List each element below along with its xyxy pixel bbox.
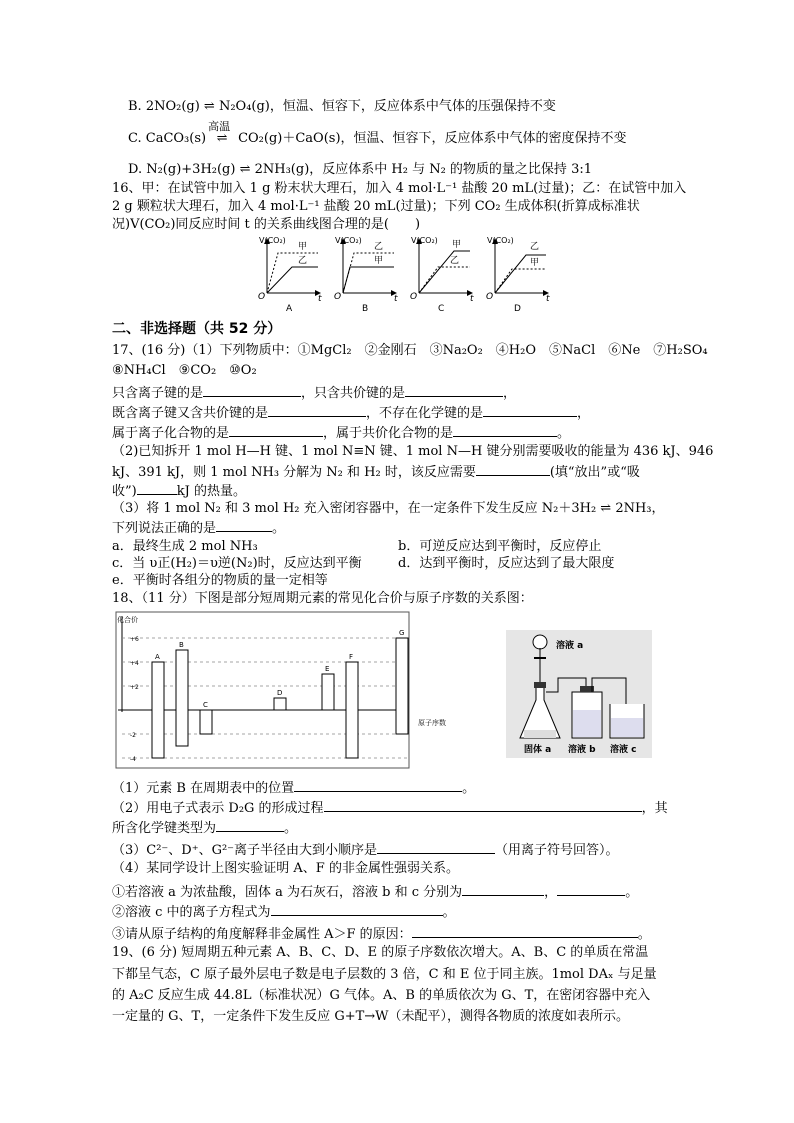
graph-caption: A bbox=[286, 304, 293, 314]
graph-caption: B bbox=[362, 304, 369, 314]
element-label-B: B bbox=[179, 641, 184, 649]
graph-ylabel: V(CO₂) bbox=[411, 236, 438, 245]
valence-chart bbox=[116, 612, 446, 770]
graph-origin: O bbox=[334, 292, 342, 302]
q17-row3 bbox=[112, 423, 570, 443]
element-bar-E bbox=[322, 674, 334, 710]
punct: 。 bbox=[272, 521, 286, 536]
punct: ， bbox=[577, 406, 591, 421]
element-bar-A bbox=[152, 662, 164, 758]
punct: ， bbox=[544, 885, 558, 900]
y-tick-label: +4 bbox=[130, 660, 139, 667]
graph-xlabel: t bbox=[470, 294, 474, 304]
q17-option-e: e．平衡时各组分的物质的量一定相等 bbox=[112, 573, 328, 588]
element-bar-B bbox=[176, 650, 188, 746]
graph-origin: O bbox=[258, 292, 266, 302]
chart-ylabel: 化合价 bbox=[117, 616, 138, 624]
punct: ，其 bbox=[641, 801, 668, 816]
punct: 。 bbox=[284, 821, 298, 836]
flask-label: 固体 a bbox=[524, 745, 552, 755]
element-label-E: E bbox=[325, 665, 330, 673]
q17-option-c: c．当 υ正(H₂)＝υ逆(N₂)时，反应达到平衡 bbox=[112, 556, 362, 571]
q17-option-b: b．可逆反应达到平衡时，反应停止 bbox=[398, 539, 602, 554]
answer-blank[interactable] bbox=[216, 818, 284, 832]
element-bar-C bbox=[200, 710, 212, 734]
q18-p4-1 bbox=[112, 882, 638, 902]
q15-option-c bbox=[128, 120, 627, 148]
answer-blank[interactable] bbox=[412, 924, 638, 938]
prompt: ，属于共价化合物的是 bbox=[323, 426, 454, 441]
q18-p1 bbox=[112, 778, 475, 798]
y-tick-label: +2 bbox=[130, 684, 139, 691]
prompt: ③请从原子结构的角度解释非金属性 A＞F 的原因： bbox=[112, 927, 412, 942]
curve-bottom-label: 甲 bbox=[530, 258, 540, 268]
curve-bottom-label: 乙 bbox=[298, 256, 308, 266]
graph-caption: C bbox=[438, 304, 445, 314]
prompt: ，不存在化学键的是 bbox=[366, 406, 484, 421]
answer-blank[interactable] bbox=[294, 778, 462, 792]
element-bar-D bbox=[274, 698, 286, 710]
q19-line1: 19、(6 分) 短周期五种元素 A、B、C、D、E 的原子序数依次增大。A、B、C 的单质在常温 bbox=[112, 945, 649, 960]
answer-blank[interactable] bbox=[268, 403, 366, 417]
prompt: 属于离子化合物的是 bbox=[112, 426, 230, 441]
answer-blank[interactable] bbox=[405, 383, 503, 397]
graph-origin: O bbox=[486, 292, 494, 302]
graph-d bbox=[486, 236, 550, 314]
answer-blank[interactable] bbox=[476, 462, 550, 476]
answer-blank[interactable] bbox=[203, 383, 301, 397]
answer-blank[interactable] bbox=[216, 518, 272, 532]
answer-blank[interactable] bbox=[483, 403, 577, 417]
q17-line1: 17、(16 分)（1）下列物质中：①MgCl₂ ②金刚石 ③Na₂O₂ ④H₂O ⑤NaCl ⑥Ne ⑦H₂SO₄ bbox=[112, 343, 708, 358]
punct: 。 bbox=[625, 885, 639, 900]
curve-top-label: 乙 bbox=[374, 242, 384, 252]
answer-blank[interactable] bbox=[324, 798, 642, 812]
graph-ylabel: V(CO₂) bbox=[259, 236, 286, 245]
q18-p3 bbox=[112, 840, 619, 860]
graph-caption: D bbox=[514, 304, 521, 314]
answer-blank[interactable] bbox=[137, 481, 177, 495]
curve-top-label: 甲 bbox=[298, 242, 308, 252]
q16-line1: 16、甲：在试管中加入 1 g 粉末状大理石，加入 4 mol·L⁻¹ 盐酸 20 mL(过量)；乙：在试管中加入 bbox=[112, 181, 687, 196]
element-bar-G bbox=[396, 638, 408, 734]
element-label-G: G bbox=[399, 629, 405, 637]
graph-xlabel: t bbox=[546, 294, 550, 304]
q15-option-d: D. N₂(g)+3H₂(g) ⇌ 2NH₃(g)，反应体系中 H₂ 与 N₂ 的物质的量之比保持 3:1 bbox=[128, 162, 592, 177]
graph-ylabel: V(CO₂) bbox=[335, 236, 362, 245]
punct: 。 bbox=[557, 426, 571, 441]
prompt: ①若溶液 a 为浓盐酸，固体 a 为石灰石，溶液 b 和 c 分别为 bbox=[112, 885, 463, 900]
graph-xlabel: t bbox=[318, 294, 322, 304]
prompt: （用离子符号回答）。 bbox=[495, 843, 619, 858]
curve-bottom-label: 乙 bbox=[450, 256, 460, 266]
q17-row2 bbox=[112, 403, 590, 423]
answer-blank[interactable] bbox=[557, 882, 625, 896]
q18-p4-2 bbox=[112, 902, 456, 922]
funnel-label: 溶液 a bbox=[556, 641, 584, 651]
q16-graphs bbox=[250, 235, 550, 315]
chart-xlabel: 原子序数 bbox=[418, 719, 446, 727]
q17-p3-line2 bbox=[112, 518, 285, 538]
graph-origin: O bbox=[410, 292, 418, 302]
q16-line2: 2 g 颗粒状大理石，加入 4 mol·L⁻¹ 盐酸 20 mL(过量)；下列 CO₂ 生成体积(折算成标准状 bbox=[112, 199, 640, 214]
q18-p4-3 bbox=[112, 924, 651, 944]
q17-p2-line1: （2)已知拆开 1 mol H—H 键、1 mol N≡N 键、1 mol N—H 键分别需要吸收的能量为 436 kJ、946 bbox=[112, 444, 714, 459]
graph-ylabel: V(CO₂) bbox=[487, 236, 514, 245]
q18-p2 bbox=[112, 798, 668, 818]
q17-p2-line3 bbox=[112, 481, 246, 501]
prompt: 所含化学键类型为 bbox=[112, 821, 217, 836]
curve-top-label: 甲 bbox=[452, 240, 462, 250]
graph-b bbox=[334, 236, 398, 314]
element-label-F: F bbox=[349, 653, 354, 661]
graph-a bbox=[258, 236, 322, 314]
option-c-product: CO₂(g)＋CaO(s)，恒温、恒容下，反应体系中气体的密度保持不变 bbox=[238, 131, 627, 146]
element-label-D: D bbox=[277, 689, 283, 697]
prompt: （3）C²⁻、D⁺、G²⁻离子半径由大到小顺序是 bbox=[112, 843, 378, 858]
curve-top-label: 乙 bbox=[530, 242, 540, 252]
q16-line3: 况)V(CO₂)同反应时间 t 的关系曲线图合理的是( ) bbox=[112, 217, 421, 232]
q17-line2: ⑧NH₄Cl ⑨CO₂ ⑩O₂ bbox=[112, 363, 257, 378]
prompt: ②溶液 c 中的离子方程式为 bbox=[112, 905, 271, 920]
apparatus-diagram bbox=[506, 630, 652, 758]
q18-title: 18、（11 分）下图是部分短周期元素的常见化合价与原子序数的关系图： bbox=[112, 591, 533, 606]
answer-blank[interactable] bbox=[462, 882, 544, 896]
y-tick-label: +6 bbox=[130, 636, 139, 643]
graph-c bbox=[410, 236, 474, 314]
q19-line2: 下都呈气态，C 原子最外层电子数是电子层数的 3 倍，C 和 E 位于同主族。1mol DAₓ 与足量 bbox=[112, 967, 657, 982]
prompt: (填“放出”或“吸 bbox=[549, 465, 640, 480]
reaction-condition: 高温 ⇌ bbox=[208, 120, 231, 146]
element-label-A: A bbox=[155, 653, 160, 661]
prompt: kJ、391 kJ，则 1 mol NH₃ 分解为 N₂ 和 H₂ 时，该反应需要 bbox=[112, 465, 476, 480]
graph-xlabel: t bbox=[394, 294, 398, 304]
element-bar-F bbox=[346, 662, 358, 758]
prompt: ，只含共价键的是 bbox=[301, 386, 406, 401]
prompt: 既含离子键又含共价键的是 bbox=[112, 406, 269, 421]
q17-option-a: a．最终生成 2 mol NH₃ bbox=[112, 539, 258, 554]
q17-row1 bbox=[112, 383, 516, 403]
prompt: 收”) bbox=[112, 484, 137, 499]
prompt: （1）元素 B 在周期表中的位置 bbox=[112, 781, 295, 796]
answer-blank[interactable] bbox=[453, 423, 557, 437]
q17-p2-line2 bbox=[112, 462, 640, 482]
y-tick-label: -4 bbox=[130, 756, 136, 763]
q19-line4: 一定量的 G、T，一定条件下发生反应 G+T→W（未配平），测得各物质的浓度如表所示。 bbox=[112, 1009, 630, 1024]
punct: 。 bbox=[442, 905, 456, 920]
prompt: kJ 的热量。 bbox=[176, 484, 246, 499]
q18-p4: （4）某同学设计上图实验证明 A、F 的非金属性强弱关系。 bbox=[112, 861, 459, 876]
beaker-label: 溶液 c bbox=[610, 745, 637, 755]
answer-blank[interactable] bbox=[271, 902, 443, 916]
punct: ， bbox=[503, 386, 517, 401]
q17-option-d: d．达到平衡时，反应达到了最大限度 bbox=[398, 556, 615, 571]
y-tick-label: -2 bbox=[130, 732, 136, 739]
punct: 。 bbox=[637, 927, 651, 942]
option-c-reactant: C. CaCO₃(s) bbox=[128, 131, 207, 146]
answer-blank[interactable] bbox=[377, 840, 495, 854]
q15-option-b: B. 2NO₂(g) ⇌ N₂O₄(g)，恒温、恒容下，反应体系中气体的压强保持不变 bbox=[128, 99, 556, 114]
element-label-C: C bbox=[203, 701, 208, 709]
answer-blank[interactable] bbox=[229, 423, 323, 437]
q18-p2-line2 bbox=[112, 818, 297, 838]
prompt: （2）用电子式表示 D₂G 的形成过程 bbox=[112, 801, 324, 816]
q17-p3-line1: （3）将 1 mol N₂ 和 3 mol H₂ 充入密闭容器中，在一定条件下发生反应 N₂＋3H₂ ⇌ 2NH₃， bbox=[112, 501, 665, 516]
punct: 。 bbox=[462, 781, 476, 796]
bottle-label: 溶液 b bbox=[568, 745, 596, 755]
prompt: 只含离子键的是 bbox=[112, 386, 204, 401]
curve-bottom-label: 甲 bbox=[374, 256, 384, 266]
section-title: 二、非选择题（共 52 分） bbox=[112, 321, 282, 337]
q19-line3: 的 A₂C 反应生成 44.8L（标准状况）G 气体。A、B 的单质依次为 G、T，在密闭容器中充入 bbox=[112, 988, 651, 1003]
prompt: 下列说法正确的是 bbox=[112, 521, 217, 536]
